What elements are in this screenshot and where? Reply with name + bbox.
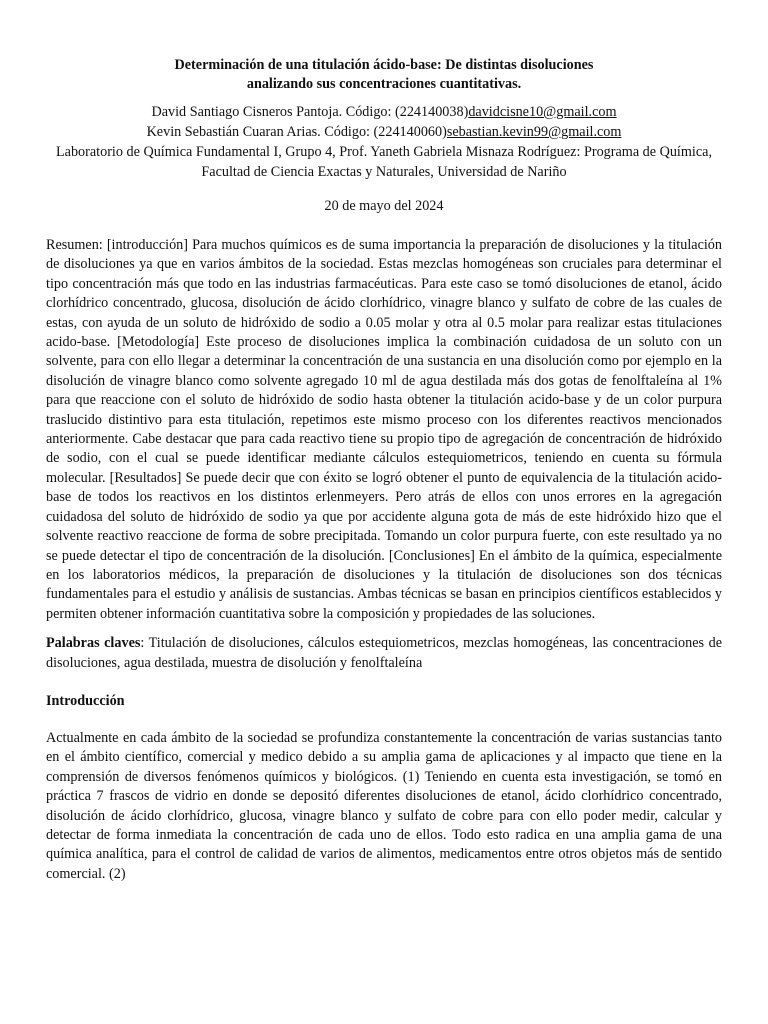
author-name: Kevin Sebastián Cuaran Arias. Código: (224140060)	[146, 124, 447, 140]
author-line	[46, 122, 722, 142]
title-line-1: Determinación de una titulación ácido-base: De distintas disoluciones	[174, 57, 594, 73]
publication-date: 20 de mayo del 2024	[324, 198, 444, 214]
affiliation: Laboratorio de Química Fundamental I, Grupo 4, Prof. Yaneth Gabriela Misnaza Rodríguez: Programa de Química, Facultad de Ciencia Exactas y Naturales, Universidad de Nariño	[56, 144, 712, 180]
author-line	[46, 102, 722, 122]
introduction-paragraph: Actualmente en cada ámbito de la sociedad se profundiza constantemente la concentración de varias sustancias tanto en el ámbito científico, comercial y medico debido a su amplia gama de aplicaciones y al impacto que tiene en la comprensión de diversos fenómenos químicos y biológicos. (1) Teniendo en cuenta esta investigación, se tomó en práctica 7 frascos de vidrio en donde se depositó diferentes disoluciones de etanol, ácido clorhídrico concentrado, disolución de ácido clorhídrico, glucosa, vinagre blanco y sulfato de cobre para con ello poder medir, calcular y detectar de forma inmediata la concentración de cada uno de ellos. Todo esto radica en una amplia gama de una química analítica, para el control de calidad de varios de alimentos, medicamentos entre otros objetos más de sentido comercial. (2)	[46, 729, 722, 882]
author-email-link[interactable]: sebastian.kevin99@gmail.com	[446, 124, 622, 140]
title-line-2: analizando sus concentraciones cuantitativas.	[246, 76, 522, 92]
keywords-label: Palabras claves	[46, 635, 141, 652]
introduction-heading: Introducción	[46, 692, 125, 709]
keywords-text: : Titulación de disoluciones, cálculos estequiometricos, mezclas homogéneas, las concentraciones de disoluciones, agua destilada, muestra de disolución y fenolftaleína	[46, 635, 722, 671]
author-list	[46, 102, 722, 142]
paper-title	[46, 0, 722, 94]
author-name: David Santiago Cisneros Pantoja. Código: (224140038)	[151, 104, 469, 120]
abstract-paragraph: Resumen: [introducción] Para muchos químicos es de suma importancia la preparación de disoluciones y la titulación de disoluciones ya que en varios ámbitos de la sociedad. Estas mezclas homogéneas son cruciales para determinar el tipo concentración más que todo en las industrias farmacéuticas. Para este caso se tomó disoluciones de etanol, ácido clorhídrico concentrado, glucosa, disolución de ácido clorhídrico, vinagre blanco y sulfato de cobre de las cuales de estas, con ayuda de un soluto de hidróxido de sodio a 0.05 molar y otra al 0.5 molar para realizar estas titulaciones acido-base. [Metodología] Este proceso de disoluciones implica la combinación cuidadosa de un soluto con un solvente, para con ello llegar a determinar la concentración de una sustancia en una disolución como por ejemplo en la disolución de vinagre blanco como solvente agregado 10 ml de agua destilada más dos gotas de fenolftaleína al 1% para que reaccione con el soluto de hidróxido de sodio hasta obtener la titulación acido-base y de un color purpura traslucido distintivo para esta titulación, repetimos este mismo proceso con los diferentes reactivos mencionados anteriormente. Cabe destacar que para cada reactivo tiene su propio tipo de agregación de concentración de hidróxido de sodio, con el cual se puede identificar mediante cálculos estequiometricos, teniendo en cuenta su fórmula molecular. [Resultados] Se puede decir que con éxito se logró obtener el punto de equivalencia de la titulación acido-base de todos los reactivos en los distintos erlenmeyers. Pero atrás de ellos con unos errores en la agregación cuidadosa del soluto de hidróxido de sodio ya que por accidente alguna gota de más de este hidróxido hizo que el solvente reactivo reaccione de forma de sobre precipitada. Tomando un color purpura fuerte, con este resultado ya no se puede detectar el tipo de concentración de la disolución. [Conclusiones] En el ámbito de la química, especialmente en los laboratorios médicos, la preparación de disoluciones y la titulación de disoluciones son dos técnicas fundamentales para el estudio y análisis de sustancias. Ambas técnicas se basan en principios científicos establecidos y permiten obtener información cuantitativa sobre la composición y propiedades de las soluciones.	[46, 237, 722, 622]
keywords-paragraph	[46, 634, 722, 673]
author-email-link[interactable]: davidcisne10@gmail.com	[468, 104, 617, 120]
